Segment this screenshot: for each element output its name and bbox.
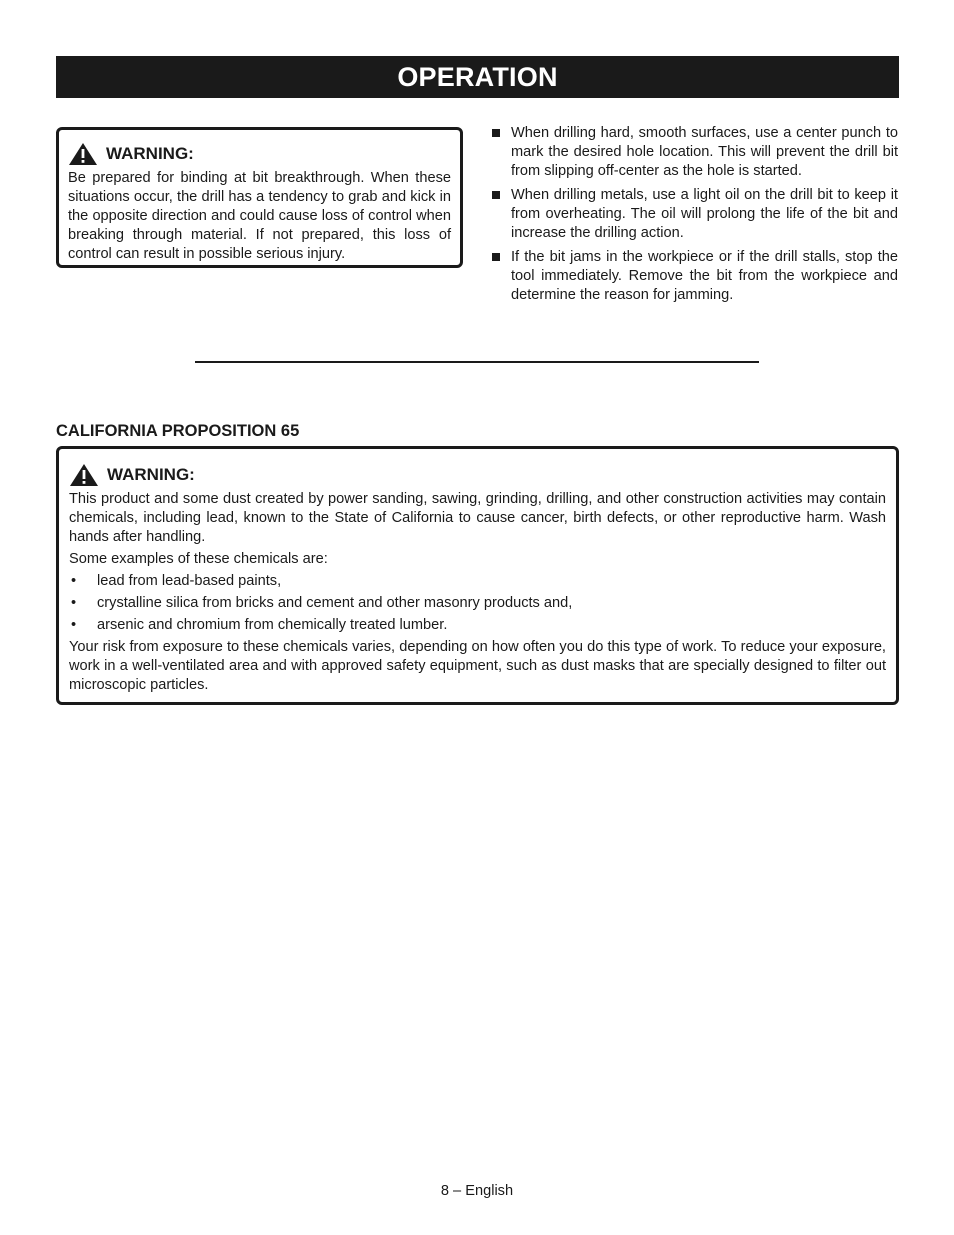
warning-triangle-icon: [69, 463, 99, 487]
tip-text: When drilling metals, use a light oil on the drill bit to keep it from overheating. The oil will prolong the life of the bit and increase the drilling action.: [511, 187, 898, 241]
tip-text: If the bit jams in the workpiece or if the drill stalls, stop the tool immediately. Remove the bit from the workpiece and determine the reason for jamming.: [511, 249, 898, 303]
example-text: lead from lead-based paints,: [97, 573, 282, 589]
bit-binding-warning-box: [56, 127, 463, 268]
prop65-examples-lead: Some examples of these chemicals are:: [69, 551, 328, 567]
warning-heading: [69, 463, 886, 487]
drilling-tips: [491, 124, 898, 310]
list-item: [491, 124, 898, 181]
prop65-intro: This product and some dust created by power sanding, sawing, grinding, drilling, and other construction activities may contain chemicals, including lead, known to the State of California to cause cancer, birth defects, or other reproductive harm. Wash hands after handling.: [69, 491, 886, 545]
list-item: [69, 616, 886, 635]
warning-heading: [68, 142, 451, 166]
list-item: [69, 572, 886, 591]
chemical-examples-list: [69, 572, 886, 635]
bullet-dot: •: [71, 573, 77, 589]
list-item: [491, 248, 898, 305]
square-bullet-icon: [492, 191, 500, 199]
warning-body-text: Be prepared for binding at bit breakthrough. When these situations occur, the drill has a tendency to grab and kick in the opposite direction and could cause loss of control when breaking through material. If not prepared, this loss of control can result in possible serious injury.: [68, 170, 451, 262]
example-text: arsenic and chromium from chemically treated lumber.: [97, 617, 448, 633]
prop65-warning-box: [56, 446, 899, 705]
page-footer: 8 – English: [440, 1183, 514, 1199]
square-bullet-icon: [492, 253, 500, 261]
list-item: [491, 186, 898, 243]
section-title-bar: [56, 56, 899, 98]
page-title: OPERATION: [397, 61, 558, 92]
prop65-closing: Your risk from exposure to these chemicals varies, depending on how often you do this type of work. To reduce your exposure, work in a well-ventilated area and with approved safety equipment, such as dust masks that are specially designed to filter out microscopic particles.: [69, 639, 886, 693]
square-bullet-icon: [492, 129, 500, 137]
bullet-dot: •: [71, 595, 77, 611]
tip-text: When drilling hard, smooth surfaces, use a center punch to mark the desired hole location. This will prevent the drill bit from slipping off-center as the hole is started.: [511, 125, 898, 179]
warning-label: WARNING:: [107, 465, 195, 484]
prop65-heading: CALIFORNIA PROPOSITION 65: [56, 422, 300, 440]
list-item: [69, 594, 886, 613]
bullet-dot: •: [71, 617, 77, 633]
warning-triangle-icon: [68, 142, 98, 166]
warning-label: WARNING:: [106, 144, 194, 163]
example-text: crystalline silica from bricks and cement and other masonry products and,: [97, 595, 573, 611]
section-divider: [195, 361, 759, 363]
